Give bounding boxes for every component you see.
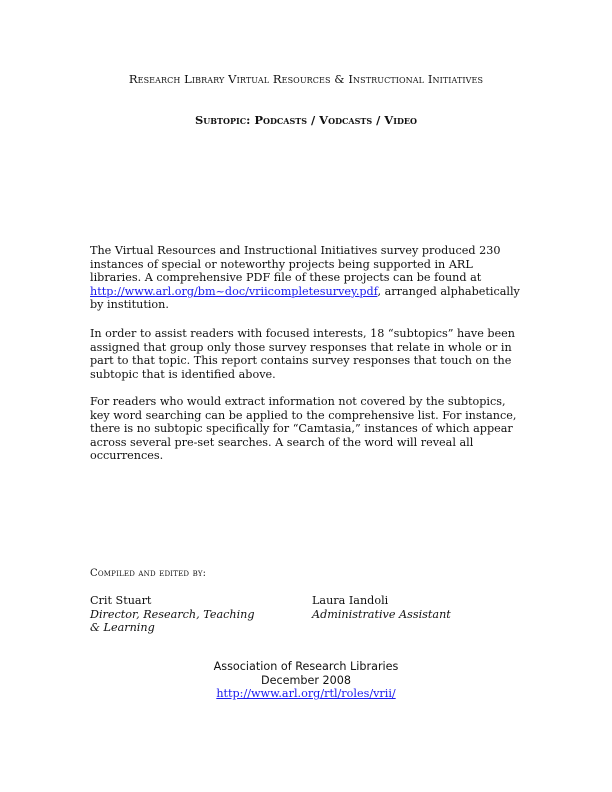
editor-right — [312, 594, 512, 621]
footer-org: Association of Research Libraries — [213, 660, 399, 673]
compiled-by-heading: Compiled and edited by: — [90, 568, 207, 579]
search-paragraph: For readers who would extract information not covered by the subtopics, key word searching can be applied to the comprehensive list. For instance, there is no subtopic specifically for “Camtasia,” instances of which appear across several pre-set searches. A search of the word will reveal all occurrences. — [90, 395, 517, 463]
intro-text: The Virtual Resources and Instructional Initiatives survey produced 230 instances of special or noteworthy projects being supported in ARL libraries. A comprehensive PDF file of these projects can be found at — [90, 244, 501, 285]
editor-name: Crit Stuart — [90, 594, 152, 607]
document-subtitle: Subtopic: Podcasts / Vodcasts / Video — [195, 113, 417, 127]
survey-pdf-link[interactable]: http://www.arl.org/bm~doc/vriicompletesurvey.pdf — [90, 284, 378, 298]
editor-role: Director, Research, Teaching & Learning — [90, 607, 255, 635]
footer-link[interactable]: http://www.arl.org/rtl/roles/vrii/ — [216, 687, 396, 701]
subtopics-paragraph: In order to assist readers with focused interests, 18 “subtopics” have been assigned that group only those survey responses that relate in whole or in part to that topic. This report contains survey responses that touch on the subtopic that is identified above. — [90, 327, 515, 381]
assistant-role: Administrative Assistant — [312, 607, 451, 621]
intro-paragraph — [90, 244, 524, 312]
intro-text-after: , arranged alphabetically by institution. — [90, 284, 520, 312]
footer — [0, 660, 612, 701]
document-title: Research Library Virtual Resources & Instructional Initiatives — [128, 72, 484, 86]
editor-left — [90, 594, 260, 635]
assistant-name: Laura Iandoli — [312, 594, 389, 607]
footer-date: December 2008 — [260, 673, 352, 687]
